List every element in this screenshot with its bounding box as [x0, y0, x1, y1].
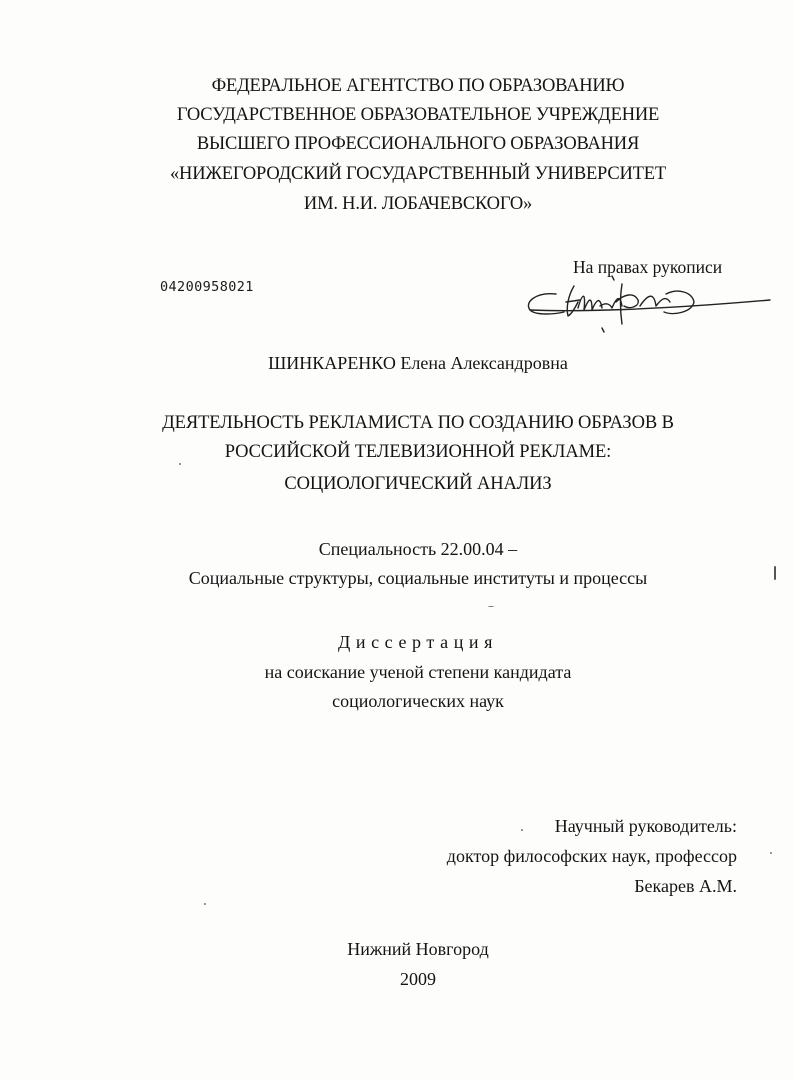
- header-line-2: ГОСУДАРСТВЕННОЕ ОБРАЗОВАТЕЛЬНОЕ УЧРЕЖДЕНИЕ: [176, 105, 660, 125]
- specialty-code: Специальность 22.00.04 –: [318, 539, 518, 559]
- supervisor-label: Научный руководитель:: [554, 816, 737, 836]
- header-line-4: «НИЖЕГОРОДСКИЙ ГОСУДАРСТВЕННЫЙ УНИВЕРСИТЕТ: [170, 164, 666, 184]
- header-line-1: ФЕДЕРАЛЬНОЕ АГЕНТСТВО ПО ОБРАЗОВАНИЮ: [211, 76, 625, 96]
- scan-mark: [774, 566, 776, 580]
- supervisor-name: Бекарев А.М.: [634, 876, 737, 896]
- header-line-3: ВЫСШЕГО ПРОФЕССИОНАЛЬНОГО ОБРАЗОВАНИЯ: [196, 134, 640, 154]
- document-number: 04200958021: [160, 279, 254, 295]
- title-line-3: СОЦИОЛОГИЧЕСКИЙ АНАЛИЗ: [284, 474, 552, 494]
- supervisor-degree: доктор философских наук, профессор: [446, 846, 737, 866]
- header-line-5: ИМ. Н.И. ЛОБАЧЕВСКОГО»: [303, 194, 533, 214]
- manuscript-note: На правах рукописи: [573, 257, 723, 277]
- scan-speck: [179, 463, 181, 465]
- scan-speck: [521, 829, 523, 831]
- dissertation-label: Диссертация: [337, 632, 499, 652]
- city: Нижний Новгород: [347, 939, 489, 959]
- specialty-name: Социальные структуры, социальные институты и процессы: [188, 568, 648, 588]
- title-line-1: ДЕЯТЕЛЬНОСТЬ РЕКЛАМИСТА ПО СОЗДАНИЮ ОБРАЗОВ В: [162, 413, 674, 433]
- degree-line-1: на соискание ученой степени кандидата: [264, 662, 572, 682]
- title-line-2: РОССИЙСКОЙ ТЕЛЕВИЗИОННОЙ РЕКЛАМЕ:: [224, 442, 612, 462]
- scan-speck: [770, 852, 772, 854]
- degree-line-2: социологических наук: [332, 691, 504, 711]
- handwritten-signature-icon: [516, 272, 776, 336]
- author-name: ШИНКАРЕНКО Елена Александровна: [268, 353, 568, 373]
- year: 2009: [400, 969, 436, 989]
- scan-speck: [488, 606, 494, 607]
- scan-speck: [204, 903, 206, 905]
